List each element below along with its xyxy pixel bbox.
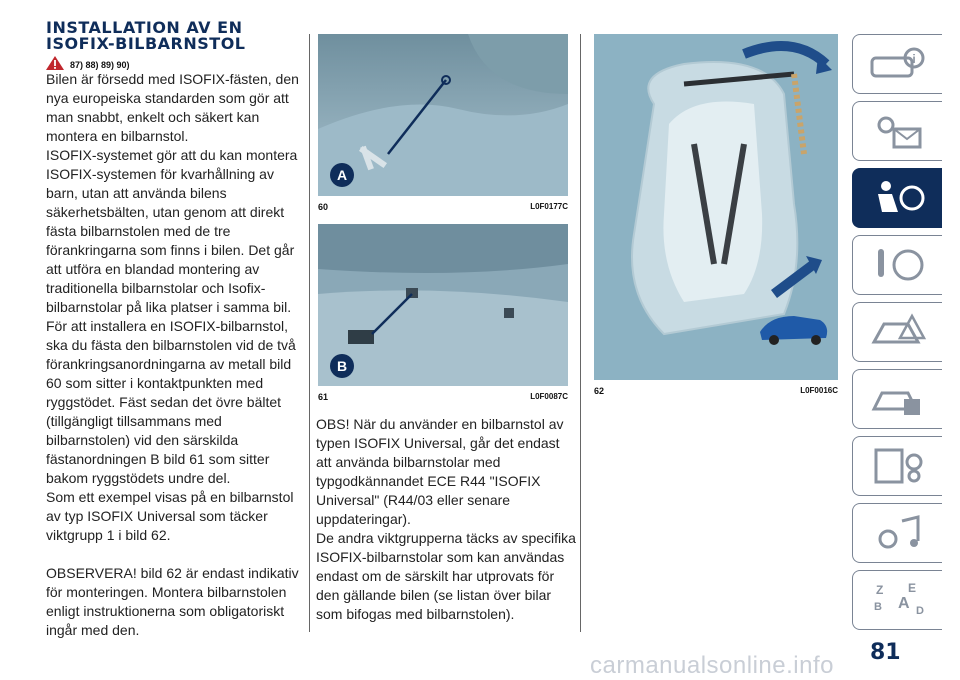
service-icon [868,379,928,419]
watermark: carmanualsonline.info [590,652,834,679]
tab-safety[interactable] [852,168,942,228]
figure-60 [318,34,568,214]
svg-text:A: A [336,167,348,183]
svg-text:D: D [915,605,924,617]
figure-number: 62 [594,386,605,396]
paragraph: OBS! När du använder en bilbarnstol av typen ISOFIX Universal, går det endast att använda bilbarnstolar med typgodkännandet ECE R44 "ISOFIX Universal" (R44/03 eller senare uppdateringar). [316,416,564,527]
figure-code: L0F0087C [530,392,568,401]
paragraph: Bilen är försedd med ISOFIX-fästen, den nya europeiska standarden som gör att man snabbt, enkelt och säkert kan montera en bilbarnstol. [46,71,299,144]
tab-service[interactable] [852,369,942,429]
page-number: 81 [870,640,901,665]
svg-text:E: E [907,581,916,595]
child-seat-illustration [594,34,838,380]
svg-text:B: B [336,358,348,374]
figure-number: 61 [318,392,329,402]
paragraph: De andra viktgrupperna täcks av specifika ISOFIX-bilbarnstolar som kan användas endast om de särskilt har utprovats för den gällande bilen (se listan över bilar som bifogas med bilbarnstolen). [316,530,576,622]
figure-caption [318,202,568,212]
figure-62 [594,34,838,404]
figure-number: 60 [318,202,329,212]
paragraph: För att installera en ISOFIX-bilbarnstol, ska du fästa den bilbarnstolen vid de två förankringsanordningarna av metall bild 60 som sitter i kontaktpunkten med ryggstödet. Fäst sedan det övre bältet (tillgängligt tillsammans med bilbarnstolen) vid den särskilda fästanordningen B bild 61 som sitter bakom ryggstödets undre del. [46,318,296,486]
airbag-seat-icon [868,178,928,218]
figure-61 [318,224,568,408]
warning-refs [46,56,302,70]
paragraph: ISOFIX-systemet gör att du kan montera ISOFIX-systemen för kvarhållning av barn, utan att använda bilens säkerhetsbälten, utan genom att direkt fästa bilbarnstolen med de tre förankringarna som finns i bilen. Det går att utföra en blandad montering av traditionella bilbarnstolar och Isofix-bilbarnstolar på lika platser i samma bil. [46,147,298,315]
svg-text:Z: Z [875,583,883,597]
figure-caption [594,386,838,396]
tab-index[interactable] [852,570,942,630]
tab-starting-driving[interactable] [852,235,942,295]
tab-specifications[interactable] [852,436,942,496]
car-dashboard-icon [868,44,928,84]
multimedia-icon [868,513,928,553]
tab-dashboard[interactable] [852,34,942,94]
body-text [46,70,302,640]
warning-lights-icon [868,111,928,151]
tab-emergency[interactable] [852,302,942,362]
paragraph: OBSERVERA! bild 62 är endast indikativ för monteringen. Montera bilbarnstolen enligt instruktionerna som obligatoriskt ingår med den. [46,565,299,638]
figure-caption [318,392,568,402]
isofix-anchor-photo [318,34,568,196]
svg-text:B: B [873,601,882,613]
index-icon [868,580,928,620]
figure-code: L0F0177C [530,202,568,211]
warning-references: 87) 88) 89) 90) [70,60,130,70]
svg-text:A: A [897,595,910,612]
text-column-1 [46,20,302,640]
warning-triangle-icon [46,56,64,70]
column-divider [309,34,310,632]
column-divider [580,34,581,632]
paragraph: Som ett exempel visas på en bilbarnstol av typ ISOFIX Universal som täcker viktgrupp 1 i bild 62. [46,489,294,543]
tab-warning-lights[interactable] [852,101,942,161]
tab-multimedia[interactable] [852,503,942,563]
emergency-icon [868,312,928,352]
text-column-2 [316,415,578,624]
figure-code: L0F0016C [800,386,838,395]
key-steering-icon [868,245,928,285]
svg-text:i: i [911,52,916,66]
specifications-icon [868,446,928,486]
tether-anchor-photo [318,224,568,386]
section-heading: INSTALLATION AV EN ISOFIX-BILBARNSTOL [46,18,246,53]
